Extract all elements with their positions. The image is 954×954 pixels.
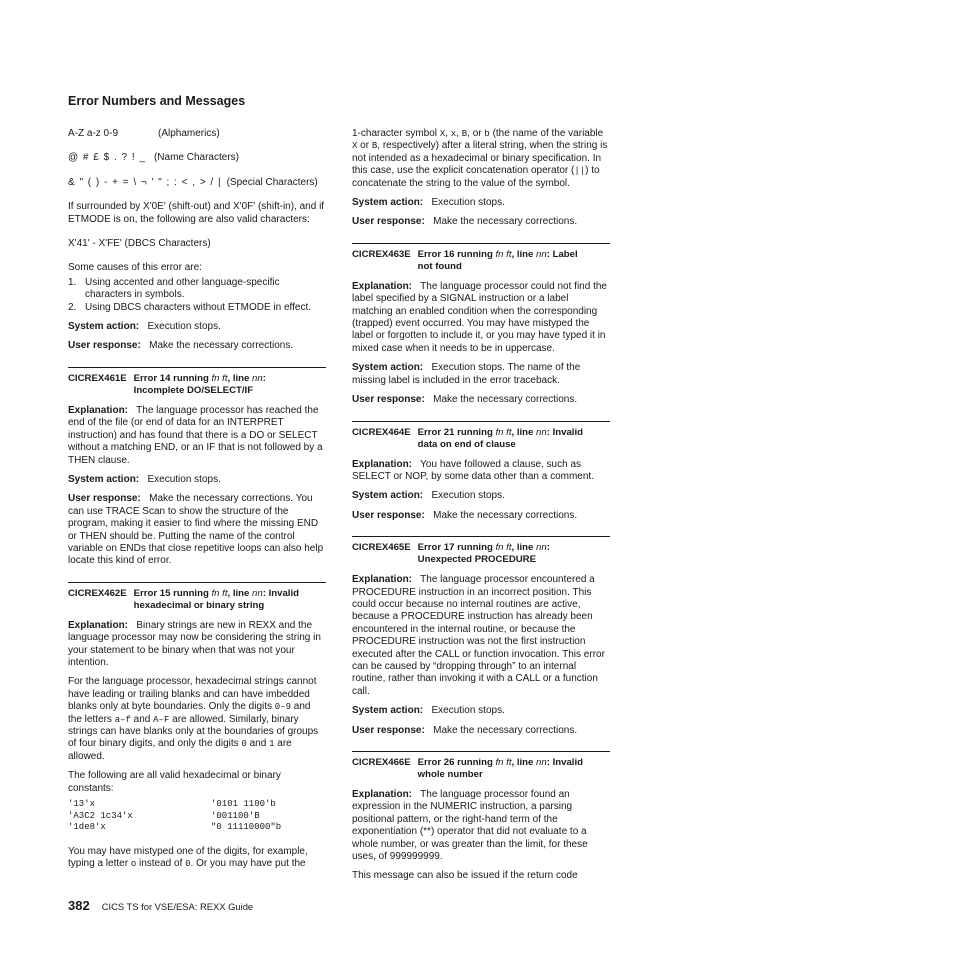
user-response: User response: Make the necessary corrections. (352, 394, 578, 406)
charset-chars: A-Z a-z 0-9 (68, 128, 119, 139)
charset-desc: (Special Characters) (226, 176, 318, 188)
explanation: Explanation: The language processor encountered a PROCEDURE instruction in an incorrect position. This could occur because no internal routines are active, because a PROCEDURE instruction has already been encountered in the internal routine, or because the PROCEDURE instruction was not the first instruction executed after the CALL or function invocation. This error can be caused by “dropping through” to an internal routine, rather than invoking it with a CALL or a function call. (352, 574, 605, 697)
charset-special-characters (68, 177, 326, 189)
explanation: Explanation: The language processor could not find the label specified by a SIGNAL instruction or a label matching an enabled condition when the corresponding (trapped) event occurred. You may have mistyped the label or forgotten to include it, or you may have typed it in mixed case when it needs to be in uppercase. (352, 280, 607, 354)
page-footer (68, 900, 253, 913)
explanation: Explanation: The language processor found an expression in the NUMERIC instruction, a parsing positional pattern, or the right-hand term of the exponentiation (**) operator that did not evaluate to a whole number, or was greater than the limit, for these uses, of 999999999. (352, 789, 588, 863)
message-heading-464: CICREX464E Error 21 running fn ft, line nn: Invalid data on end of clause (352, 421, 610, 451)
system-action: System action: Execution stops. (352, 197, 505, 209)
charset-desc: (Name Characters) (153, 152, 239, 164)
explanation: Explanation: Binary strings are new in REXX and the language processor may now be considering the string in your statement to be binary when that was not your intention. (68, 619, 321, 668)
causes-list (68, 277, 326, 314)
charset-name-characters (68, 152, 326, 164)
message-heading-462: CICREX462E Error 15 running fn ft, line nn: Invalid hexadecimal or binary string (68, 582, 326, 612)
user-response: User response: Make the necessary corrections. (352, 509, 578, 521)
explanation: Explanation: The language processor has reached the end of the file (or end of data for an INTERPRET instruction) and has found that there is a DO or SELECT without a matching END, or an IF that is not followed by a THEN clause. (68, 404, 323, 466)
user-response: User response: Make the necessary corrections. (352, 724, 578, 736)
continued-paragraph: 1-character symbol X, x, B, or b (the name of the variable X or B, respectively) after a literal string, when the string is not intended as a hexadecimal or binary specification. In this case, use the explicit concatenation operator (||) to concatenate the string to the value of the symbol. (352, 128, 608, 189)
charset-alphamerics (68, 128, 326, 140)
explanation: Explanation: You have followed a clause, such as SELECT or NOP, by some data other than a comment. (352, 458, 594, 482)
shift-paragraph: If surrounded by X'0E' (shift-out) and X'0F' (shift-in), and if ETMODE is on, the following are also valid characters: (68, 201, 325, 225)
book-title: CICS TS for VSE/ESA: REXX Guide (101, 901, 254, 912)
message-heading-466: CICREX466E Error 26 running fn ft, line nn: Invalid whole number (352, 751, 610, 781)
charset-chars: & " ( ) - + = \ ¬ ' " ; : < , > / | (68, 176, 222, 188)
charset-desc: (Alphamerics) (158, 128, 220, 139)
left-column (68, 128, 326, 877)
code-row: '1de8'x "0 11110000"b (68, 822, 282, 833)
system-action: System action: Execution stops. (352, 705, 505, 717)
charset-chars: @ # £ $ . ? ! _ (68, 152, 146, 164)
user-response: User response: Make the necessary corrections. (68, 340, 294, 352)
hex-rules-paragraph: For the language processor, hexadecimal strings cannot have leading or trailing blanks and can have imbedded blanks only at byte boundaries. Only the digits 0–9 and the letters a–f and A–F are allowed. Similarly, binary strings can have blanks only at the boundaries of groups of four binary digits, and only the digits 0 and 1 are allowed. (68, 676, 319, 762)
page-title: Error Numbers and Messages (68, 94, 246, 108)
constants-intro: The following are all valid hexadecimal or binary constants: (68, 770, 281, 794)
dbcs-line: X'41' - X'FE' (DBCS Characters) (68, 238, 211, 250)
list-item: 1. Using accented and other language-specific characters in symbols. (68, 276, 280, 301)
system-action: System action: Execution stops. (68, 473, 221, 485)
system-action: System action: Execution stops. The name of the missing label is included in the error traceback. (352, 362, 581, 386)
system-action: System action: Execution stops. (352, 490, 505, 502)
list-item: 2. Using DBCS characters without ETMODE in effect. (68, 301, 312, 313)
message-heading-463: CICREX463E Error 16 running fn ft, line nn: Label not found (352, 243, 610, 273)
constants-example (68, 799, 326, 834)
mistype-paragraph: You may have mistyped one of the digits, for example, typing a letter o instead of 0. Or you may have put the (68, 845, 308, 869)
message-heading-465: CICREX465E Error 17 running fn ft, line nn: Unexpected PROCEDURE (352, 536, 610, 566)
user-response: User response: Make the necessary corrections. You can use TRACE Scan to show the structure of the program, making it easier to find where the missing END or THEN should be. Putting the name of the control variable on ENDs that close repetitive loops can also help locate this kind of error. (68, 493, 324, 567)
page-number: 382 (68, 898, 90, 913)
right-column (352, 128, 610, 890)
message-heading-461: CICREX461E Error 14 running fn ft, line nn: Incomplete DO/SELECT/IF (68, 367, 326, 397)
user-response: User response: Make the necessary corrections. (352, 216, 578, 228)
code-row: 'A3C2 1c34'x '001100'B (68, 810, 260, 821)
system-action: System action: Execution stops. (68, 321, 221, 333)
causes-intro: Some causes of this error are: (68, 262, 202, 274)
return-code-paragraph: This message can also be issued if the return code (352, 870, 578, 882)
code-row: '13'x '0101 1100'b (68, 799, 276, 810)
